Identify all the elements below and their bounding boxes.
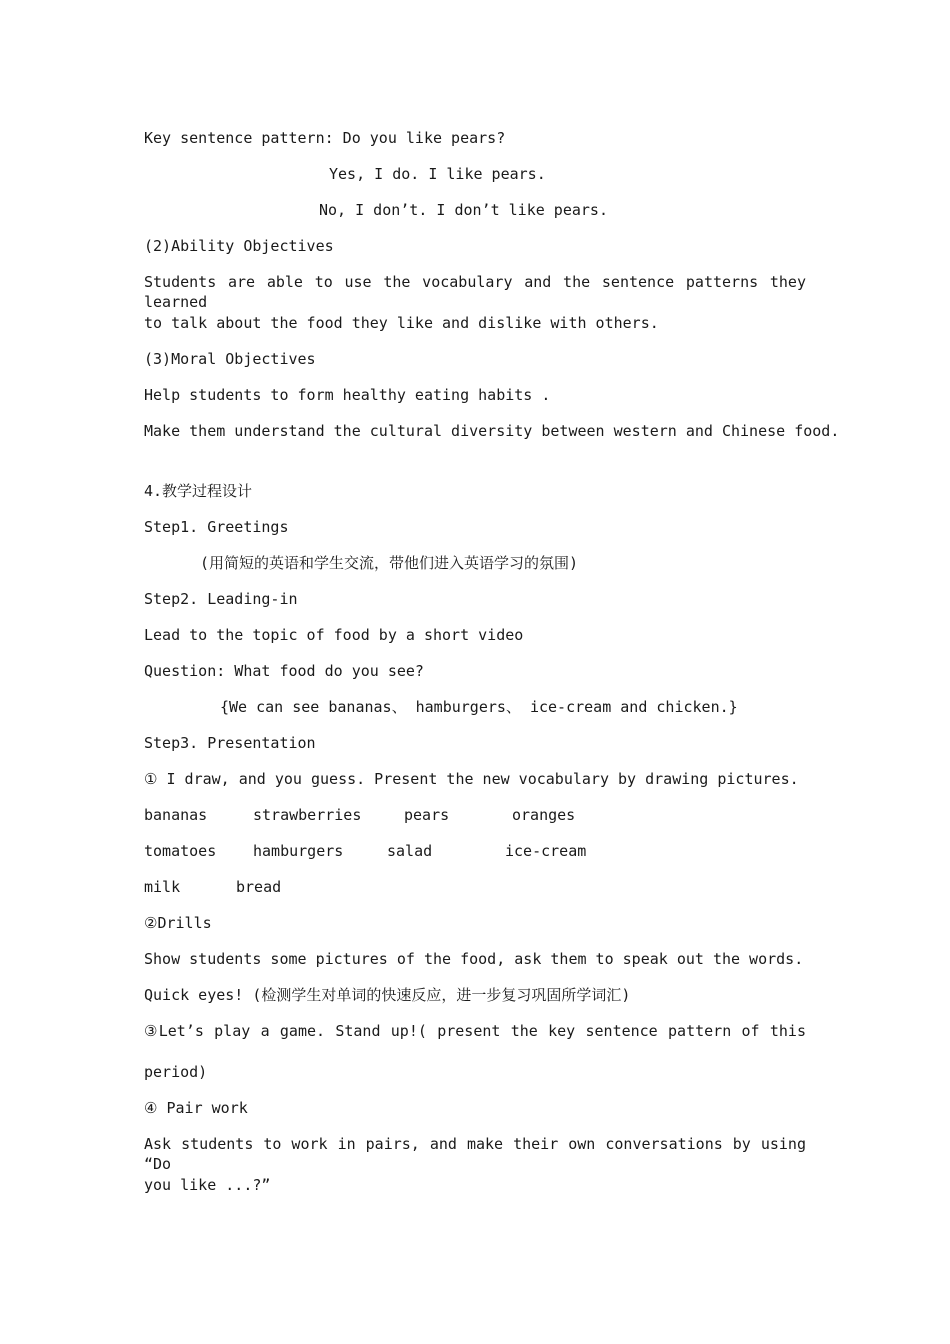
item1-text: ① I draw, and you guess. Present the new vocabulary by drawing pictures. xyxy=(144,770,799,788)
moral-objectives-heading: (3)Moral Objectives xyxy=(144,350,316,368)
ability-text-line2: to talk about the food they like and dislike with others. xyxy=(144,314,659,332)
answer-yes: Yes, I do. I like pears. xyxy=(329,165,546,183)
vocab-word: strawberries xyxy=(253,806,362,824)
vocab-word: milk xyxy=(144,878,181,896)
item4-line2: you like ...?” xyxy=(144,1176,271,1194)
item2-text: Show students some pictures of the food, ask them to speak out the words. xyxy=(144,950,804,968)
item3-line2: period) xyxy=(144,1063,208,1081)
vocab-word: ice-cream xyxy=(505,842,587,860)
vocab-word: pears xyxy=(404,806,450,824)
key-sentence-pattern: Key sentence pattern: Do you like pears? xyxy=(144,129,506,147)
vocab-word: oranges xyxy=(512,806,576,824)
process-heading: 4.教学过程设计 xyxy=(144,482,253,500)
ability-text-line1: Students are able to use the vocabulary and the sentence patterns they learned xyxy=(144,273,806,311)
vocab-word: hamburgers xyxy=(253,842,344,860)
vocab-word: salad xyxy=(387,842,433,860)
item4-line1: Ask students to work in pairs, and make their own conversations by using “Do xyxy=(144,1135,806,1173)
step3-heading: Step3. Presentation xyxy=(144,734,316,752)
moral-text-line1: Help students to form healthy eating habits . xyxy=(144,386,551,404)
step1-note: (用简短的英语和学生交流，带他们进入英语学习的氛围) xyxy=(200,554,579,572)
step2-heading: Step2. Leading-in xyxy=(144,590,298,608)
step2-answer: {We can see bananas、 hamburgers、 ice-cream and chicken.} xyxy=(220,698,738,716)
step1-heading: Step1. Greetings xyxy=(144,518,289,536)
step2-lead: Lead to the topic of food by a short video xyxy=(144,626,524,644)
item2-quick-eyes: Quick eyes! (检测学生对单词的快速反应，进一步复习巩固所学词汇) xyxy=(144,986,631,1004)
answer-no: No, I don’t. I don’t like pears. xyxy=(319,201,608,219)
moral-text-line2: Make them understand the cultural diversity between western and Chinese food. xyxy=(144,422,840,440)
vocab-word: bananas xyxy=(144,806,208,824)
vocab-word: bread xyxy=(236,878,282,896)
item4-heading: ④ Pair work xyxy=(144,1099,248,1117)
ability-objectives-heading: (2)Ability Objectives xyxy=(144,237,334,255)
step2-question: Question: What food do you see? xyxy=(144,662,424,680)
item3-line1: ③Let’s play a game. Stand up!( present the key sentence pattern of this xyxy=(144,1022,806,1040)
vocab-word: tomatoes xyxy=(144,842,217,860)
item2-heading: ②Drills xyxy=(144,914,212,932)
